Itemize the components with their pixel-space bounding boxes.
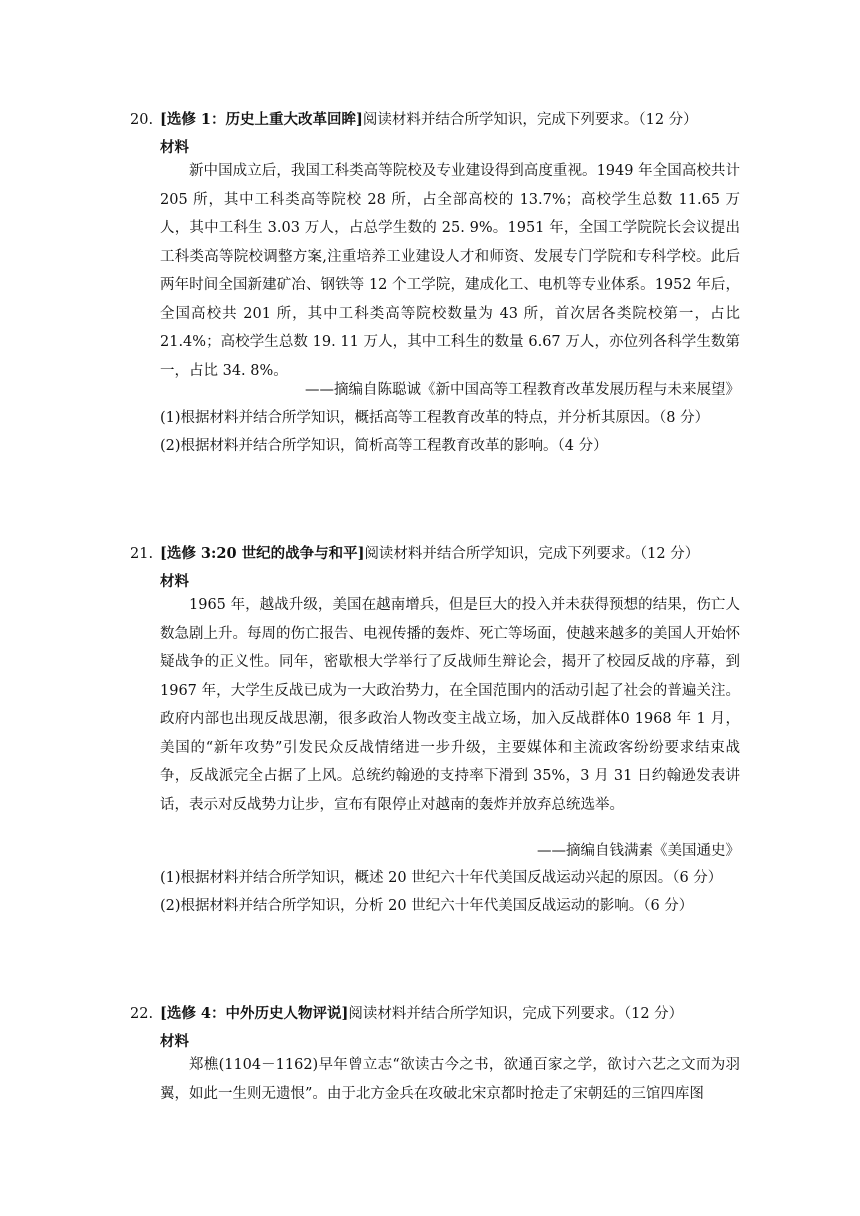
question-header: [130, 1002, 683, 1023]
question-header: [130, 108, 698, 129]
question-tag: [选修 4：中外历史人物评说]: [160, 1005, 349, 1022]
question-tag: [选修 1：历史上重大改革回眸]: [160, 111, 363, 128]
material-text: 郑樵(1104－1162)早年曾立志“欲读古今之书，欲通百家之学，欲讨六艺之文而为羽翼，如此一生则无遗恨”。由于北方金兵在攻破北宋京都时抢走了宋朝廷的三馆四库图: [160, 1057, 740, 1102]
subquestion-2: (2)根据材料并结合所学知识，简析高等工程教育改革的影响。（4 分）: [160, 438, 608, 454]
question-number: 20.: [130, 112, 154, 128]
material-text: 1965 年，越战升级，美国在越南增兵，但是巨大的投入并未获得预想的结果，伤亡人数急剧上升。每周的伤亡报告、电视传播的轰炸、死亡等场面，使越来越多的美国人开始怀疑战争的正义性。同年，密歇根大学举行了反战师生辩论会，揭开了校园反战的序幕，到 1967 年，大学生反战已成为一大政治势力，在全国范围内的活动引起了社会的普遍关注。政府内部也出现反战思潮，很多政治人物改变主战立场，加入反战群体0 1968 年 1 月，美国的“新年攻势”引发民众反战情绪进一步升级，主要媒体和主流政客纷纷要求结束战争，反战派完全占据了上风。总统约翰逊的支持率下滑到 35%，3 月 31 日约翰逊发表讲话，表示对反战势力让步，宣布有限停止对越南的轰炸并放弃总统选举。: [160, 597, 740, 813]
subquestion-1: (1)根据材料并结合所学知识，概括高等工程教育改革的特点，并分析其原因。（8 分）: [160, 410, 710, 426]
material-source: ——摘编自钱满素《美国通史》: [537, 843, 740, 859]
material-label: 材料: [160, 573, 189, 590]
question-instruction: 阅读材料并结合所学知识，完成下列要求。（12 分）: [364, 546, 700, 562]
material-text: 新中国成立后，我国工科类高等院校及专业建设得到高度重视。1949 年全国高校共计 205 所，其中工科类高等院校 28 所，占全部高校的 13.7%；高校学生总数 11.65 万人，其中工科生 3.03 万人，占总学生数的 25. 9%。1951 年，全国工学院院长会议提出工科类高等院校调整方案,注重培养工业建设人才和师资、发展专门学院和专科学校。此后两年时间全国新建矿冶、钢铁等 12 个工学院，建成化工、电机等专业体系。1952 年后，全国高校共 201 所，其中工科类高等院校数量为 43 所，首次居各类院校第一，占比 21.4%；高校学生总数 19. 11 万人，其中工科生的数量 6.67 万人，亦位列各科学生数第一，占比 34. 8%。: [160, 163, 740, 379]
question-instruction: 阅读材料并结合所学知识，完成下列要求。（12 分）: [362, 112, 698, 128]
question-number: 21.: [130, 546, 154, 562]
subquestion-2: (2)根据材料并结合所学知识，分析 20 世纪六十年代美国反战运动的影响。（6 分）: [160, 898, 694, 914]
question-instruction: 阅读材料并结合所学知识，完成下列要求。（12 分）: [348, 1006, 684, 1022]
material-label: 材料: [160, 139, 189, 156]
question-header: [130, 542, 699, 563]
material-label: 材料: [160, 1033, 189, 1050]
material-source: ——摘编自陈聪诚《新中国高等工程教育改革发展历程与未来展望》: [305, 382, 740, 398]
question-tag: [选修 3:20 世纪的战争与和平]: [160, 545, 365, 562]
subquestion-1: (1)根据材料并结合所学知识，概述 20 世纪六十年代美国反战运动兴起的原因。（6 分）: [160, 870, 723, 886]
question-number: 22.: [130, 1006, 154, 1022]
